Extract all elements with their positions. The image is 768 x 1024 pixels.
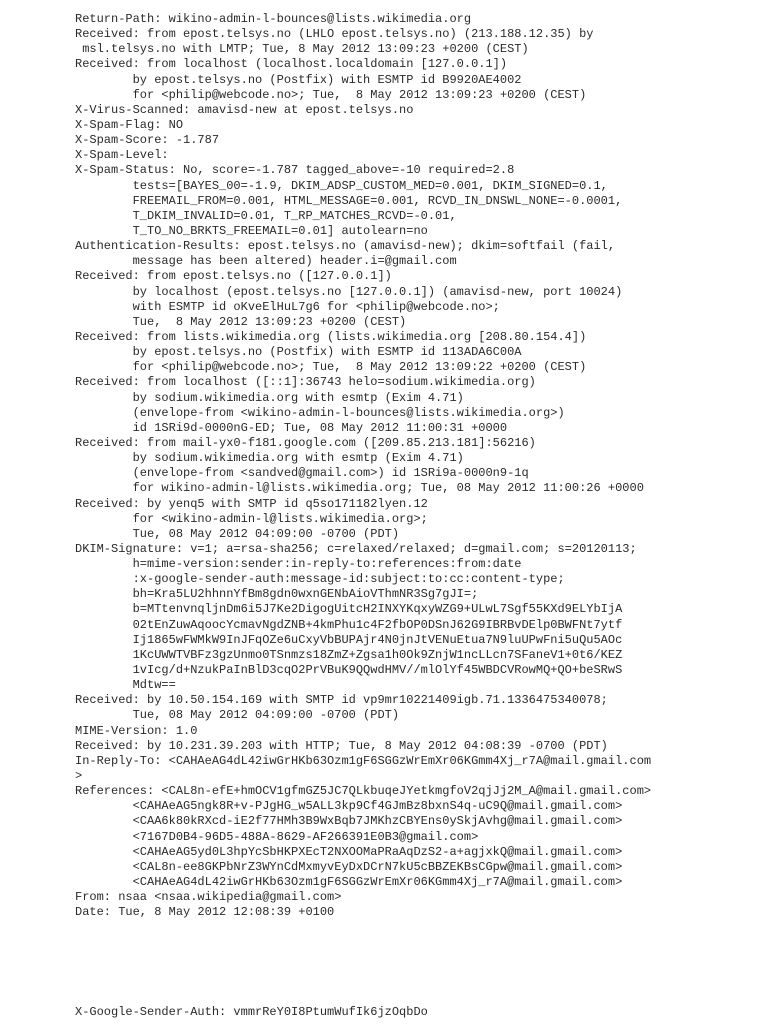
- header-line: X-Spam-Status: No, score=-1.787 tagged_above=-10 required=2.8: [75, 163, 515, 178]
- header-line: Return-Path: wikino-admin-l-bounces@lists.wikimedia.org: [75, 12, 472, 26]
- header-line: Tue, 08 May 2012 04:09:00 -0700 (PDT): [75, 708, 400, 723]
- header-line: Mdtw==: [75, 678, 176, 693]
- header-line: T_DKIM_INVALID=0.01, T_RP_MATCHES_RCVD=-0.01,: [75, 208, 457, 223]
- header-line: msl.telsys.no with LMTP; Tue, 8 May 2012 13:09:23 +0200 (CEST): [75, 42, 529, 57]
- header-line: From: nsaa <nsaa.wikipedia@gmail.com>: [75, 890, 342, 905]
- header-line: X-Spam-Level:: [75, 148, 169, 163]
- header-line: T_TO_NO_BRKTS_FREEMAIL=0.01] autolearn=no: [75, 223, 428, 238]
- header-line: id 1SRi9d-0000nG-ED; Tue, 08 May 2012 11:00:31 +0000: [75, 420, 508, 435]
- header-line: Received: by 10.231.39.203 with HTTP; Tue, 8 May 2012 04:08:39 -0700 (PDT): [75, 738, 608, 753]
- header-line: Date: Tue, 8 May 2012 12:08:39 +0100: [75, 905, 335, 920]
- header-line: Ij1865wFWMkW9InJFqOZe6uCxyVbBUPAjr4N0jnJtVENuEtua7N9luUPwFni5uQu5AOc: [75, 632, 623, 647]
- header-line: with ESMTP id oKveElHuL7g6 for <philip@webcode.no>;: [75, 299, 500, 314]
- header-line: <CAHAeAG5yd0L3hpYcSbHKPXEcT2NXOOMaPRaAqDzS2-a+agjxkQ@mail.gmail.com>: [75, 844, 623, 859]
- header-line: <CAL8n-ee8GKPbNrZ3WYnCdMxmyvEyDxDCrN7kU5cBBZEKBsCGpw@mail.gmail.com>: [75, 859, 623, 874]
- email-header-text: [75, 12, 765, 920]
- header-line: by epost.telsys.no (Postfix) with ESMTP id B9920AE4002: [75, 72, 522, 87]
- header-line: by sodium.wikimedia.org with esmtp (Exim 4.71): [75, 390, 464, 405]
- header-line: 02tEnZuwAqoocYcmavNgdZNB+4kmPhu1c4F2fbOP0DSnJ62G9IBRBvDElp0BWFNt7ytf: [75, 617, 623, 632]
- header-line: Received: from localhost ([::1]:36743 helo=sodium.wikimedia.org): [75, 375, 536, 390]
- header-line: h=mime-version:sender:in-reply-to:references:from:date: [75, 557, 522, 572]
- header-line: bh=Kra5LU2hhnnYfBm8gdn0wxnGENbAioVThmNR3Sg7gJI=;: [75, 587, 479, 602]
- header-line: (envelope-from <sandved@gmail.com>) id 1SRi9a-0000n9-1q: [75, 466, 529, 481]
- header-line: by localhost (epost.telsys.no [127.0.0.1]) (amavisd-new, port 10024): [75, 284, 623, 299]
- header-line: In-Reply-To: <CAHAeAG4dL42iwGrHKb63Ozm1gF6SGGzWrEmXr06KGmm4Xj_r7A@mail.gmail.com: [75, 753, 652, 768]
- header-line: <CAHAeAG4dL42iwGrHKb63Ozm1gF6SGGzWrEmXr06KGmm4Xj_r7A@mail.gmail.com>: [75, 875, 623, 890]
- header-line: Authentication-Results: epost.telsys.no (amavisd-new); dkim=softfail (fail,: [75, 239, 616, 254]
- header-line: MIME-Version: 1.0: [75, 723, 198, 738]
- header-line: (envelope-from <wikino-admin-l-bounces@lists.wikimedia.org>): [75, 405, 565, 420]
- header-line: by epost.telsys.no (Postfix) with ESMTP id 113ADA6C00A: [75, 345, 522, 360]
- header-line: <7167D0B4-96D5-488A-8629-AF266391E0B3@gmail.com>: [75, 829, 479, 844]
- header-line: References: <CAL8n-efE+hmOCV1gfmGZ5JC7QLkbuqeJYetkmgfoV2qjJj2M_A@mail.gmail.com>: [75, 784, 652, 799]
- header-line: Received: from lists.wikimedia.org (lists.wikimedia.org [208.80.154.4]): [75, 329, 587, 344]
- header-line: 1KcUWWTVBFz3gzUnmo0TSnmzs18ZmZ+Zgsa1h0Ok9ZnjW1ncLLcn7SFaneV1+0t6/KEZ: [75, 647, 623, 662]
- header-line: <CAA6k80kRXcd-iE2f77HMh3B9WxBqb7JMKhzCBYEns0ySkjAvhg@mail.gmail.com>: [75, 814, 623, 829]
- header-line: Received: by 10.50.154.169 with SMTP id vp9mr10221409igb.71.1336475340078;: [75, 693, 608, 708]
- header-line: Received: from epost.telsys.no (LHLO epost.telsys.no) (213.188.12.35) by: [75, 27, 594, 42]
- header-line: Received: from mail-yx0-f181.google.com ([209.85.213.181]:56216): [75, 435, 536, 450]
- header-line: Tue, 08 May 2012 04:09:00 -0700 (PDT): [75, 526, 400, 541]
- header-line: for <philip@webcode.no>; Tue, 8 May 2012 13:09:23 +0200 (CEST): [75, 87, 587, 102]
- header-line: X-Spam-Flag: NO: [75, 117, 184, 132]
- header-line: X-Spam-Score: -1.787: [75, 133, 220, 148]
- header-line: Received: from epost.telsys.no ([127.0.0.1]): [75, 269, 392, 284]
- header-line: for <wikino-admin-l@lists.wikimedia.org>;: [75, 511, 428, 526]
- header-line: tests=[BAYES_00=-1.9, DKIM_ADSP_CUSTOM_MED=0.001, DKIM_SIGNED=0.1,: [75, 178, 608, 193]
- header-line: Tue, 8 May 2012 13:09:23 +0200 (CEST): [75, 314, 407, 329]
- google-sender-auth-line: X-Google-Sender-Auth: vmmrReY0I8PtumWufIk6jzOqbDo: [75, 1005, 428, 1019]
- header-line: Received: from localhost (localhost.localdomain [127.0.0.1]): [75, 57, 508, 72]
- header-line: for wikino-admin-l@lists.wikimedia.org; Tue, 08 May 2012 11:00:26 +0000: [75, 481, 644, 496]
- header-line: <CAHAeAG5ngk8R+v-PJgHG_w5ALL3kp9Cf4GJmBz8bxnS4q-uC9Q@mail.gmail.com>: [75, 799, 623, 814]
- header-line: >: [75, 769, 83, 784]
- header-line: b=MTtenvnqljnDm6i5J7Ke2DigogUitcH2INXYKqxyWZG9+ULwL7Sgf55KXd9ELYbIjA: [75, 602, 623, 617]
- header-line: 1vIcg/d+NzukPaInBlD3cqO2PrVBuK9QQwdHMV//mlOlYf45WBDCVRowMQ+QO+beSRwS: [75, 663, 623, 678]
- header-line: :x-google-sender-auth:message-id:subject:to:cc:content-type;: [75, 572, 565, 587]
- header-line: for <philip@webcode.no>; Tue, 8 May 2012 13:09:22 +0200 (CEST): [75, 360, 587, 375]
- header-line: DKIM-Signature: v=1; a=rsa-sha256; c=relaxed/relaxed; d=gmail.com; s=20120113;: [75, 541, 637, 556]
- header-line: by sodium.wikimedia.org with esmtp (Exim 4.71): [75, 451, 464, 466]
- header-line: X-Virus-Scanned: amavisd-new at epost.telsys.no: [75, 102, 414, 117]
- header-line: FREEMAIL_FROM=0.001, HTML_MESSAGE=0.001, RCVD_IN_DNSWL_NONE=-0.0001,: [75, 193, 623, 208]
- header-line: Received: by yenq5 with SMTP id q5so171182lyen.12: [75, 496, 428, 511]
- header-line: message has been altered) header.i=@gmail.com: [75, 254, 457, 269]
